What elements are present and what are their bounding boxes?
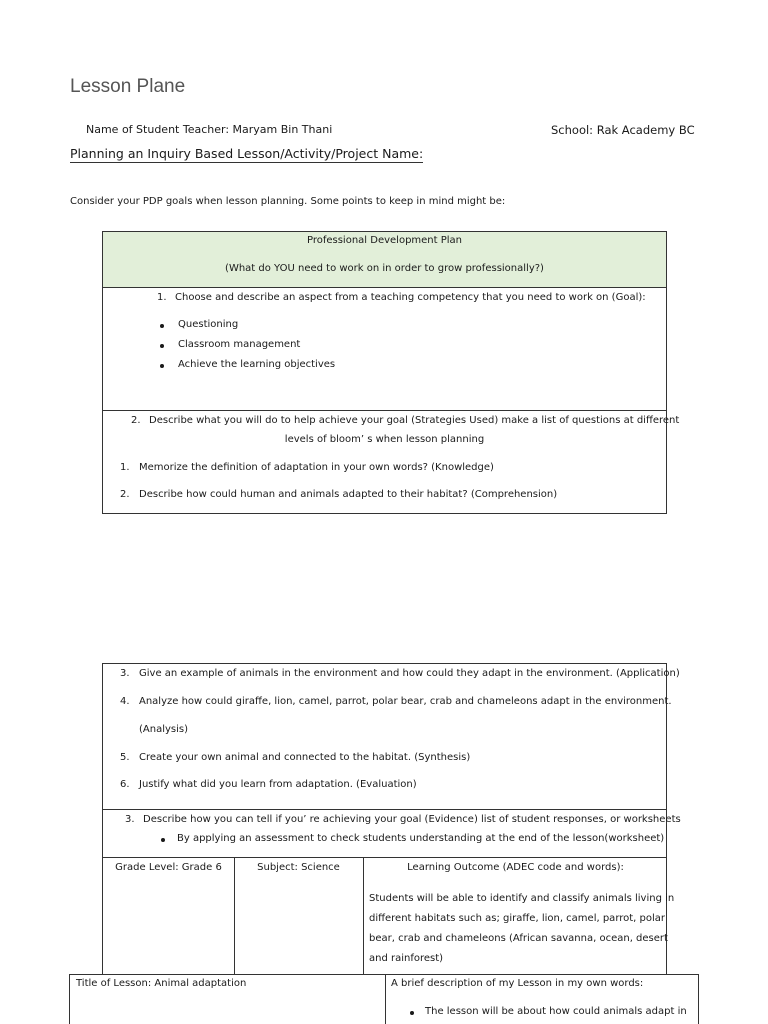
question-text: Give an example of animals in the environment and how could they adapt in the environment. (Application) [139,668,680,679]
learning-outcome-label: Learning Outcome (ADEC code and words): [407,862,624,873]
bullet-icon [160,344,164,348]
question-text: Analyze how could giraffe, lion, camel, parrot, polar bear, crab and chameleons adapt in the environment. [139,696,672,707]
grade-level: Grade Level: Grade 6 [115,862,222,873]
learning-outcome-line: different habitats such as; giraffe, lion, camel, parrot, polar [369,913,666,924]
question-text: Memorize the definition of adaptation in your own words? (Knowledge) [139,462,494,473]
question-number: 2. [120,489,130,500]
bullet-icon [160,324,164,328]
evidence-bullet: By applying an assessment to check students understanding at the end of the lesson(worksheet) [177,833,665,844]
lesson-description-bullet: The lesson will be about how could animals adapt in [425,1006,687,1017]
question-text: Create your own animal and connected to the habitat. (Synthesis) [139,752,471,763]
consider-note: Consider your PDP goals when lesson planning. Some points to keep in mind might be: [70,196,506,207]
section-2-number: 2. [131,415,141,426]
question-number: 4. [120,696,130,707]
question-text: Justify what did you learn from adaptation. (Evaluation) [139,779,417,790]
lesson-description-label: A brief description of my Lesson in my own words: [391,978,644,989]
section-2-line1: Describe what you will do to help achieve your goal (Strategies Used) make a list of questions at different [149,415,680,426]
pdp-continued-table [102,663,681,975]
learning-outcome-line: bear, crab and chameleons (African savanna, ocean, desert [369,933,668,944]
document-title: Lesson Plane [70,76,186,97]
section-1-number: 1. [157,292,167,303]
lesson-title-table [69,974,699,1024]
question-number: 1. [120,462,130,473]
question-text: Describe how could human and animals adapted to their habitat? (Comprehension) [139,489,558,500]
section-3-text: Describe how you can tell if you’ re achieving your goal (Evidence) list of student responses, or worksheets [143,814,681,825]
question-continuation: (Analysis) [139,724,189,735]
subject: Subject: Science [257,862,340,873]
student-teacher-name: Name of Student Teacher: Maryam Bin Thani [86,123,333,136]
bullet-icon [161,838,165,842]
goal-bullet: Achieve the learning objectives [178,359,336,370]
planning-heading: Planning an Inquiry Based Lesson/Activity/Project Name: [70,146,424,161]
learning-outcome-line: and rainforest) [369,953,444,964]
bullet-icon [160,364,164,368]
section-1-text: Choose and describe an aspect from a teaching competency that you need to work on (Goal): [175,292,646,303]
goal-bullet: Classroom management [178,339,301,350]
section-3-number: 3. [125,814,135,825]
pdp-table [102,231,680,514]
lesson-title: Title of Lesson: Animal adaptation [76,978,247,989]
pdp-subtitle: (What do YOU need to work on in order to grow professionally?) [225,263,544,274]
section-2-line2: levels of bloom’ s when lesson planning [284,434,485,445]
divider [103,857,666,858]
column-divider [385,975,386,1024]
divider [103,410,666,411]
goal-bullet: Questioning [178,319,239,330]
school-name: School: Rak Academy BC [551,123,695,137]
pdp-title: Professional Development Plan [306,235,463,246]
divider [103,809,666,810]
learning-outcome-line: Students will be able to identify and classify animals living in [369,893,675,904]
question-number: 6. [120,779,130,790]
question-number: 3. [120,668,130,679]
bullet-icon [410,1011,414,1015]
question-number: 5. [120,752,130,763]
